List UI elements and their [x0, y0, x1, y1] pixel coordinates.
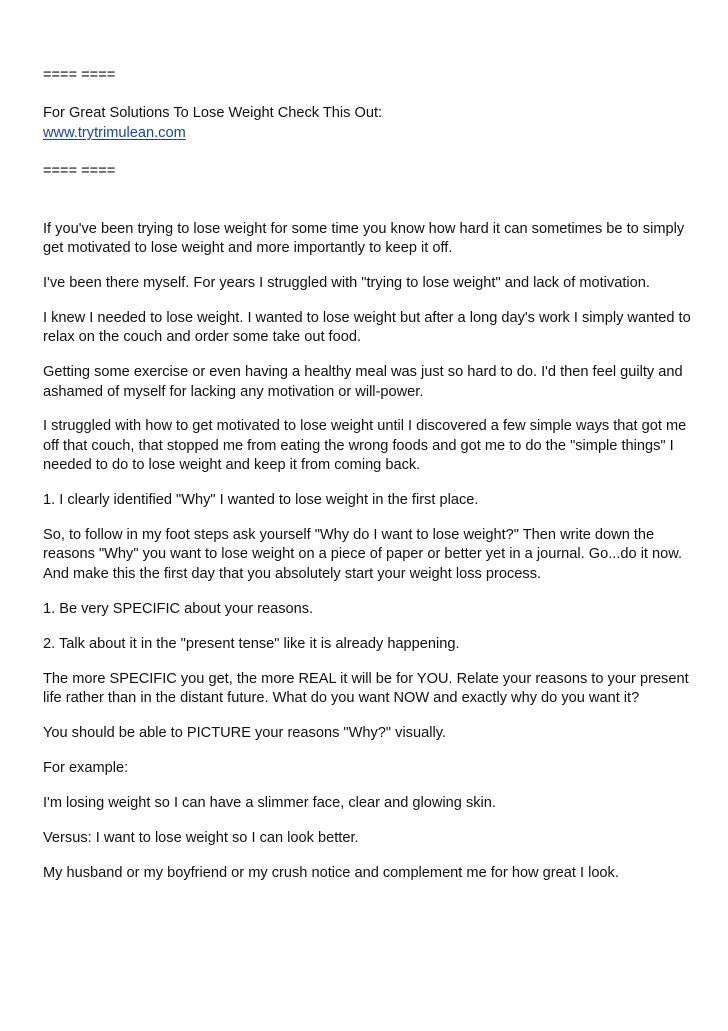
- paragraph: So, to follow in my foot steps ask yourself "Why do I want to lose weight?" Then write down the reasons "Why" you want to lose weight on a piece of paper or better yet in a journal. Go...do it now. And make this the first day that you absolutely start your weight loss process.: [43, 527, 683, 582]
- paragraph: Versus: I want to lose weight so I can look better.: [43, 829, 359, 846]
- paragraph: If you've been trying to lose weight for some time you know how hard it can sometimes be to simply get motivated to lose weight and more importantly to keep it off.: [43, 220, 685, 256]
- paragraph: You should be able to PICTURE your reasons "Why?" visually.: [43, 724, 446, 741]
- separator-top: ==== ====: [43, 67, 116, 83]
- paragraph: For example:: [43, 759, 129, 776]
- paragraph: I've been there myself. For years I struggled with "trying to lose weight" and lack of motivation.: [43, 274, 650, 291]
- paragraph: 1. I clearly identified "Why" I wanted to lose weight in the first place.: [43, 492, 479, 509]
- promo-text: For Great Solutions To Lose Weight Check This Out:: [43, 105, 383, 122]
- paragraph: I knew I needed to lose weight. I wanted to lose weight but after a long day's work I simply wanted to relax on the couch and order some take out food.: [43, 309, 691, 346]
- document-page: [43, 66, 693, 898]
- paragraph: I struggled with how to get motivated to lose weight until I discovered a few simple ways that got me off that couch, that stopped me from eating the wrong foods and got me to do the "simple things" I needed to do to lose weight and keep it from coming back.: [43, 418, 687, 474]
- promo-link[interactable]: www.trytrimulean.com: [43, 124, 186, 141]
- paragraph: 2. Talk about it in the "present tense" like it is already happening.: [43, 635, 460, 652]
- separator-bottom: ==== ====: [43, 163, 116, 180]
- paragraph: Getting some exercise or even having a healthy meal was just so hard to do. I'd then feel guilty and ashamed of myself for lacking any motivation or will-power.: [43, 364, 683, 400]
- promo-block: [43, 104, 693, 143]
- paragraph: I'm losing weight so I can have a slimmer face, clear and glowing skin.: [43, 794, 496, 811]
- article-body: [43, 220, 693, 883]
- paragraph: The more SPECIFIC you get, the more REAL it will be for YOU. Relate your reasons to your present life rather than in the distant future. What do you want NOW and exactly why do you want it?: [43, 670, 689, 706]
- paragraph: My husband or my boyfriend or my crush notice and complement me for how great I look.: [43, 864, 619, 881]
- paragraph: 1. Be very SPECIFIC about your reasons.: [43, 600, 314, 617]
